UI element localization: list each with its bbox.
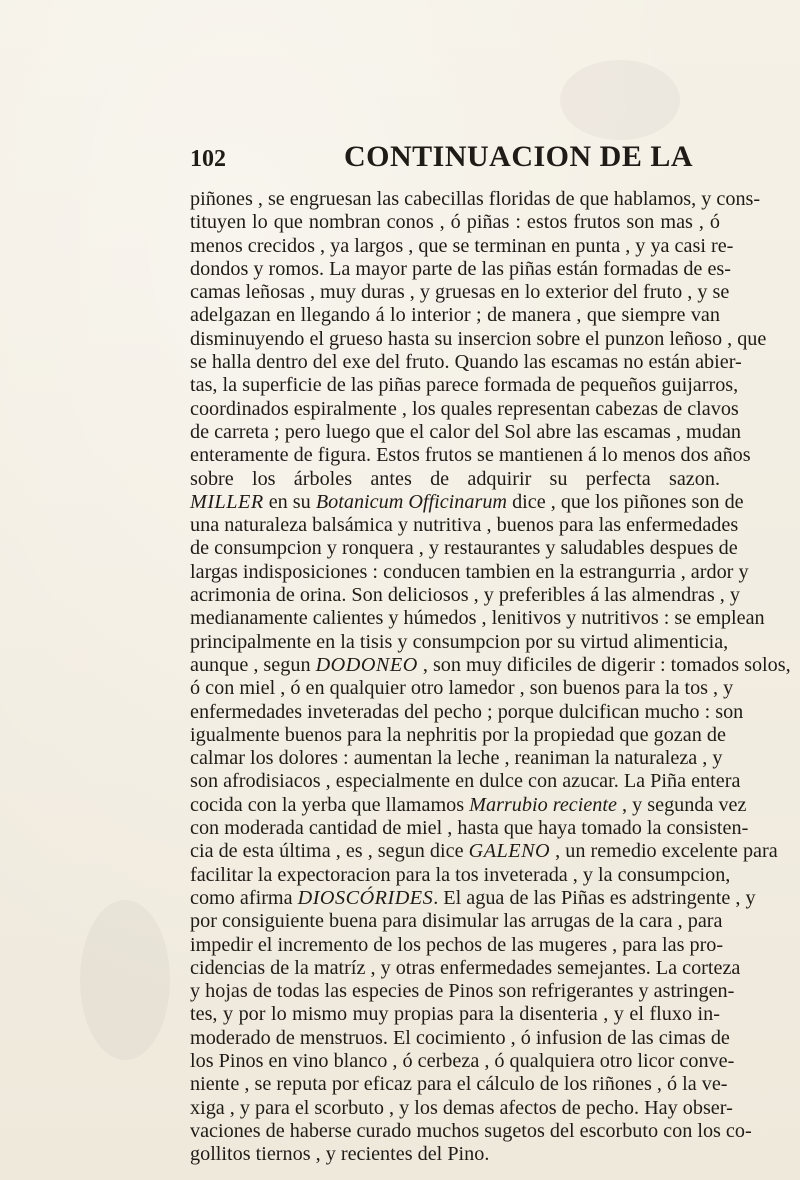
text-line: vaciones de haberse curado muchos sugetos del escorbuto con los co- (190, 1119, 752, 1142)
text-fragment: . El agua de las Piñas es adstringente , y (433, 886, 756, 909)
paper-stain (80, 900, 170, 1060)
text-line: niente , se reputa por eficaz para el cálculo de los riñones , ó la ve- (190, 1073, 728, 1096)
paragraph-1 (190, 188, 767, 491)
text-line: principalmente en la tisis y consumpcion por su virtud alimenticia, (190, 630, 729, 653)
text-line: son afrodisiacos , especialmente en dulce con azucar. La Piña entera (190, 770, 741, 793)
text-line: por consiguiente buena para disimular las arrugas de la cara , para (190, 910, 723, 933)
paragraph-3 (190, 677, 744, 793)
text-line: xiga , y para el scorbuto , y los demas afectos de pecho. Hay obser- (190, 1096, 733, 1119)
author-name: DIOSCÓRIDES (297, 886, 434, 909)
text-line: camas leñosas , muy duras , y gruesas en lo exterior del fruto , y se (190, 281, 730, 304)
text-line (190, 490, 744, 514)
text-line: impedir el incremento de los pechos de las mugeres , para las pro- (190, 933, 724, 956)
author-name: DODONEO (315, 653, 418, 676)
page-number: 102 (190, 146, 226, 172)
text-line: menos crecidos , ya largos , que se terminan en punta , y ya casi re- (190, 234, 734, 257)
text-fragment: cia de esta última , es , segun dice (190, 840, 469, 863)
text-line: una naturaleza balsámica y nutritiva , buenos para las enfermedades (190, 514, 739, 537)
text-line: con moderada cantidad de miel , hasta que haya tomado la consisten- (190, 817, 749, 840)
text-fragment: , son muy dificiles de digerir : tomados solos, (417, 653, 791, 676)
author-name: GALENO (468, 840, 551, 863)
text-line: coordinados espiralmente , los quales representan cabezas de clavos (190, 397, 739, 420)
plant-name: Marrubio reciente (469, 793, 617, 816)
text-line: cidencias de la matríz , y otras enfermedades semejantes. La corteza (190, 956, 741, 979)
page-header (190, 140, 720, 176)
text-fragment: , un remedio excelente para (550, 840, 778, 863)
text-line: se halla dentro del exe del fruto. Quando las escamas no están abier- (190, 351, 742, 374)
body-text (190, 188, 791, 1166)
text-line: de carreta ; pero luego que el calor del Sol abre las escamas , mudan (190, 420, 741, 443)
paper-stain (560, 60, 680, 140)
text-fragment: dice , que los piñones son de (507, 490, 744, 513)
text-line: igualmente buenos para la nephritis por la propiedad que gozan de (190, 723, 726, 746)
text-line: moderado de menstruos. El cocimiento , ó infusion de las cimas de (190, 1026, 730, 1049)
paragraph-2 (190, 514, 765, 654)
text-line: acrimonia de orina. Son deliciosos , y preferibles á las almendras , y (190, 584, 740, 607)
text-fragment: como afirma (190, 886, 298, 909)
text-line: y hojas de todas las especies de Pinos son refrigerantes y astringen- (190, 980, 735, 1003)
text-line: los Pinos en vino blanco , ó cerbeza , ó qualquiera otro licor conve- (190, 1049, 735, 1072)
text-line: enteramente de figura. Estos frutos se mantienen á lo menos dos años (190, 444, 751, 467)
text-line: tituyen lo que nombran conos , ó piñas : estos frutos son mas , ó (190, 211, 720, 234)
paragraph-4 (190, 817, 749, 840)
last-line: gollitos tiernos , y recientes del Pino. (190, 1143, 490, 1166)
text-fragment: , y segunda vez (616, 793, 747, 816)
text-line: disminuyendo el grueso hasta su insercion sobre el punzon leñoso , que (190, 327, 767, 350)
paragraph-6 (190, 910, 752, 1143)
text-line (190, 840, 778, 863)
text-line: dondos y romos. La mayor parte de las piñas están formadas de es- (190, 257, 731, 280)
text-line: tas, la superficie de las piñas parece formada de pequeños guijarros, (190, 374, 739, 397)
text-line (190, 793, 747, 817)
text-line: piñones , se engruesan las cabecillas floridas de que hablamos, y cons- (190, 188, 761, 210)
text-line: facilitar la expectoracion para la tos inveterada , y la consumpcion, (190, 863, 731, 886)
text-line: calmar los dolores : aumentan la leche , reaniman la naturaleza , y (190, 747, 723, 770)
text-line (190, 886, 756, 910)
text-line: adelgazan en llegando á lo interior ; de manera , que siempre van (190, 304, 720, 327)
text-line: sobre los árboles antes de adquirir su perfecta sazon. (190, 467, 720, 490)
text-line: de consumpcion y ronquera , y restaurantes y saludables despues de (190, 537, 738, 560)
text-line: ó con miel , ó en qualquier otro lamedor , son buenos para la tos , y (190, 677, 734, 700)
text-line: largas indisposiciones : conducen tambien en la estrangurria , ardor y (190, 560, 749, 583)
text-line (190, 653, 791, 677)
text-line: medianamente calientes y húmedos , lenitivos y nutritivos : se emplean (190, 607, 765, 630)
text-line: tes, y por lo mismo muy propias para la disenteria , y el fluxo in- (190, 1003, 720, 1026)
author-name: MILLER (190, 490, 264, 513)
paragraph-5 (190, 863, 731, 887)
text-fragment: en su (263, 490, 316, 513)
text-line: enfermedades inveteradas del pecho ; porque dulcifican mucho : son (190, 700, 744, 723)
running-head: CONTINUACION DE LA (344, 140, 694, 173)
text-fragment: aunque , segun (190, 653, 316, 676)
book-title: Botanicum Officinarum (315, 490, 508, 513)
text-fragment: cocida con la yerba que llamamos (190, 793, 470, 816)
